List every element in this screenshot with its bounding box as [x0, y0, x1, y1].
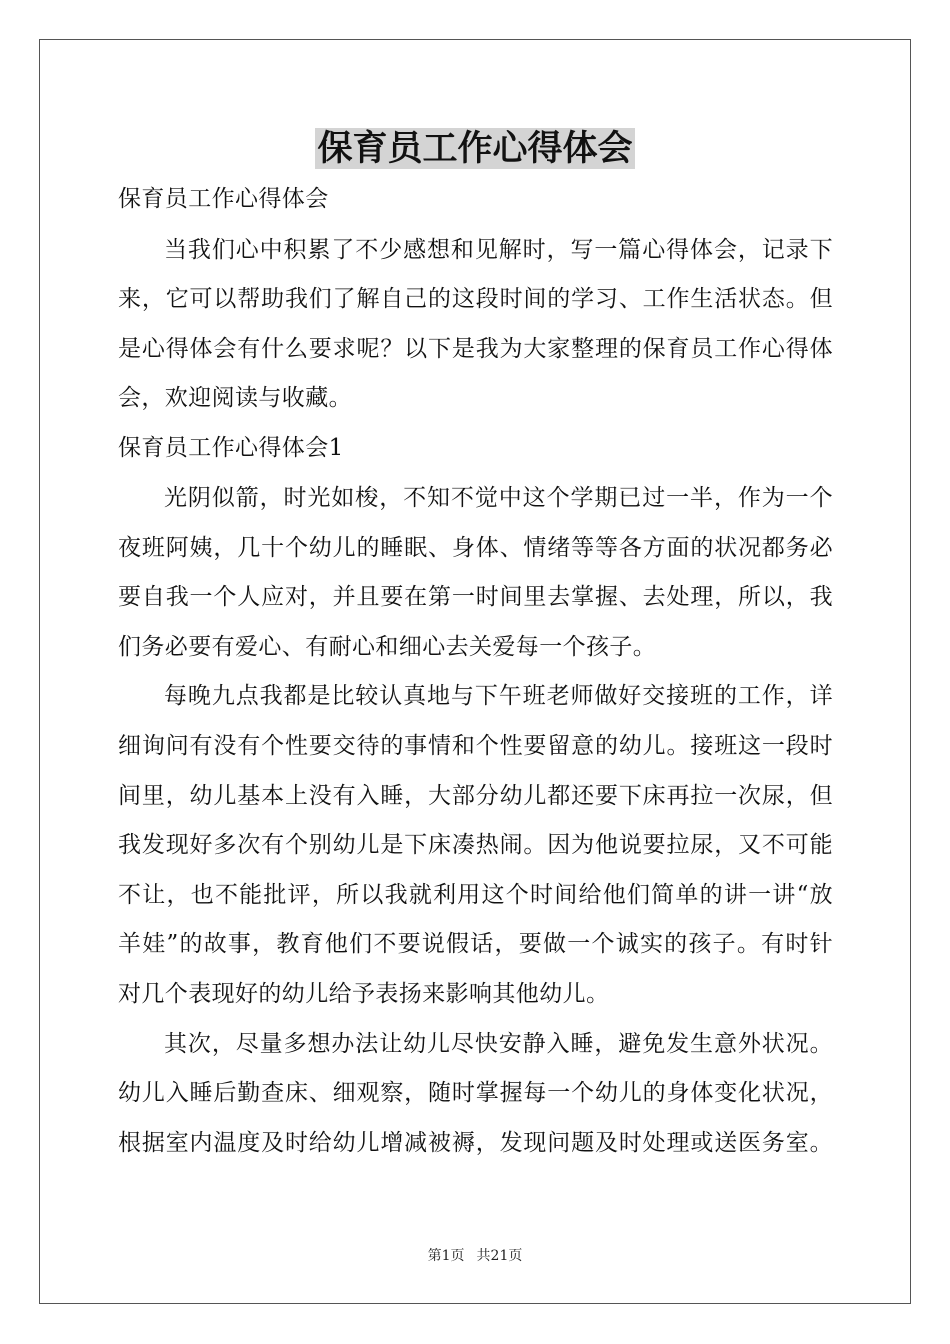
- section-heading: 保育员工作心得体会1: [118, 435, 344, 461]
- subtitle-line: 保育员工作心得体会: [118, 186, 329, 212]
- text-line: 来，它可以帮助我们了解自己的这段时间的学习、工作生活状态。但: [118, 286, 833, 312]
- text-line: 是心得体会有什么要求呢？以下是我为大家整理的保育员工作心得体: [118, 336, 833, 362]
- text-line: 当我们心中积累了不少感想和见解时，写一篇心得体会，记录下: [164, 237, 833, 263]
- text-line: 光阴似箭，时光如梭，不知不觉中这个学期已过一半，作为一个: [164, 485, 833, 511]
- text-line: 们务必要有爱心、有耐心和细心去关爱每一个孩子。: [118, 634, 657, 660]
- page-footer: [0, 1246, 950, 1266]
- text-line: 细询问有没有个性要交待的事情和个性要留意的幼儿。接班这一段时: [118, 733, 833, 759]
- text-line: 间里，幼儿基本上没有入睡，大部分幼儿都还要下床再拉一次尿，但: [118, 783, 833, 809]
- text-line: 根据室内温度及时给幼儿增减被褥，发现问题及时处理或送医务室。: [118, 1130, 833, 1156]
- page-number: 第1页: [427, 1248, 465, 1264]
- text-line: 幼儿入睡后勤查床、细观察，随时掌握每一个幼儿的身体变化状况，: [118, 1080, 833, 1106]
- page-border: [39, 39, 911, 1304]
- text-line: 我发现好多次有个别幼儿是下床凑热闹。因为他说要拉尿，又不可能: [118, 832, 833, 858]
- text-line: 每晚九点我都是比较认真地与下午班老师做好交接班的工作，详: [164, 683, 833, 709]
- text-line: 要自我一个人应对，并且要在第一时间里去掌握、去处理，所以，我: [118, 584, 833, 610]
- text-line: 其次，尽量多想办法让幼儿尽快安静入睡，避免发生意外状况。: [164, 1031, 833, 1057]
- text-line: 对几个表现好的幼儿给予表扬来影响其他幼儿。: [118, 981, 610, 1007]
- text-line: 羊娃”的故事，教育他们不要说假话，要做一个诚实的孩子。有时针: [118, 931, 833, 957]
- text-line: 不让，也不能批评，所以我就利用这个时间给他们简单的讲一讲“放: [118, 882, 833, 908]
- document-title: 保育员工作心得体会: [317, 128, 633, 169]
- page-total: 共21页: [476, 1248, 523, 1264]
- text-line: 会，欢迎阅读与收藏。: [118, 385, 352, 411]
- text-line: 夜班阿姨，几十个幼儿的睡眠、身体、情绪等等各方面的状况都务必: [118, 535, 833, 561]
